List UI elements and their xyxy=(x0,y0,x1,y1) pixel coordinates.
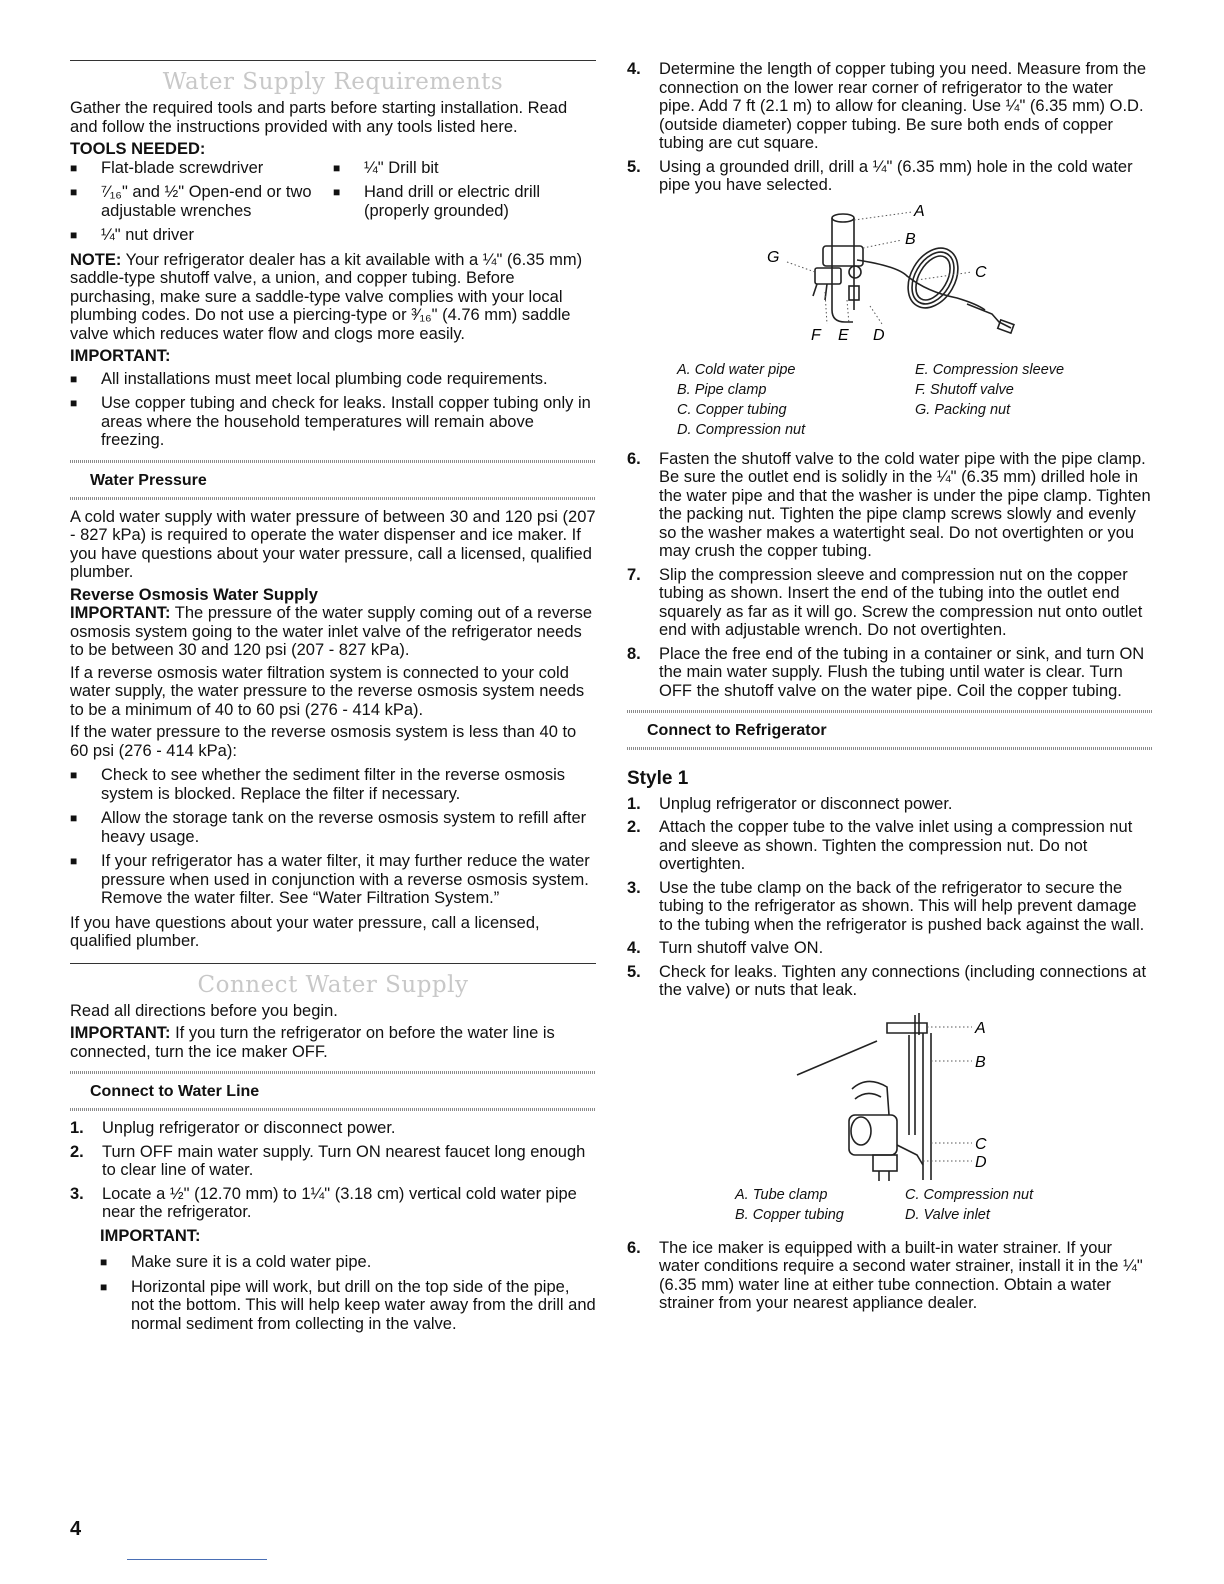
step-item: 5. Using a grounded drill, drill a ¼" (6.35 mm) hole in the cold water pipe you have selected. xyxy=(627,157,1133,194)
tool-item: ■ ¼" nut driver xyxy=(70,226,596,245)
connect-important-text: If you turn the refrigerator on before the water line is connected, turn the ice maker OFF. xyxy=(70,1024,555,1061)
step-text: Use the tube clamp on the back of the refrigerator to secure the tubing to the refrigerator as shown. This will help prevent damage to the tubing when the refrigerator is pushed back against the wall. xyxy=(659,878,1145,934)
step-item: 7. Slip the compression sleeve and compression nut on the copper tubing as shown. Insert the end of the tubing into the outlet end squarely as far as it will go. Screw the compression nut onto outlet end with adjustable wrench. Do not overtighten. xyxy=(627,565,1143,639)
caption-item: G. Packing nut xyxy=(915,401,1011,418)
fig2-label-d: D xyxy=(975,1153,987,1171)
fig1-label-d: D xyxy=(873,326,885,344)
caption-item: B. Copper tubing xyxy=(735,1206,844,1223)
connect-intro: Read all directions before you begin. xyxy=(70,1001,338,1020)
ro-heading: Reverse Osmosis Water Supply xyxy=(70,585,318,604)
important-item: ■ All installations must meet local plumbing code requirements. xyxy=(70,370,596,389)
step-item: 1. Unplug refrigerator or disconnect power. xyxy=(627,794,953,813)
step-text: Turn OFF main water supply. Turn ON nearest faucet long enough to clear line of water. xyxy=(102,1142,586,1179)
tools-heading: TOOLS NEEDED: xyxy=(70,140,206,158)
style-heading: Style 1 xyxy=(627,768,689,789)
step3-important: IMPORTANT: xyxy=(100,1226,201,1245)
step-item: 3. Locate a ½" (12.70 mm) to 1¼" (3.18 cm) vertical cold water pipe near the refrigerator. xyxy=(70,1184,577,1221)
step-text: Place the free end of the tubing in a container or sink, and turn ON the main water supply. Flush the tubing until water is clear. Turn OFF the shutoff valve on the water pipe. Coil the copper tubing. xyxy=(659,644,1145,700)
caption-item: D. Compression nut xyxy=(677,421,806,438)
step-text: Locate a ½" (12.70 mm) to 1¼" (3.18 cm) vertical cold water pipe near the refrigerator. xyxy=(102,1184,577,1221)
step-text: Determine the length of copper tubing you need. Measure from the connection on the lower rear corner of refrigerator to the water pipe. Add 7 ft (2.1 m) to allow for cleaning. Use ¼" (6.35 mm) O.D. (outside diameter) copper tubing. Be sure both ends of copper tubing are cut square. xyxy=(659,60,1147,152)
important-heading: IMPORTANT: xyxy=(70,347,171,365)
caption-item: C. Copper tubing xyxy=(677,401,787,418)
note-text: Your refrigerator dealer has a kit available with a ¼" (6.35 mm) saddle-type shutoff valve, a union, and copper tubing. Before purchasing, make sure a saddle-type valve complies with your local plumbing codes. Do not use a piercing-type or ³⁄₁₆" (4.76 mm) saddle valve which reduces water flow and clogs more easily. xyxy=(70,250,583,343)
step-text: Turn shutoff valve ON. xyxy=(659,939,824,957)
page-number: 4 xyxy=(70,1518,82,1540)
fig1-label-a: A xyxy=(914,202,925,220)
fig1-label-e: E xyxy=(838,326,849,344)
step-text: Unplug refrigerator or disconnect power. xyxy=(102,1119,396,1137)
left-column xyxy=(70,60,596,1339)
note-paragraph xyxy=(70,251,596,344)
shutoff-valve-illustration xyxy=(627,200,1153,360)
tool-item: ■ ¼" Drill bit xyxy=(333,159,596,178)
footer-line xyxy=(127,1559,267,1560)
step-item: 8. Place the free end of the tubing in a container or sink, and turn ON the main water supply. Flush the tubing until water is clear. Turn OFF the shutoff valve on the water pipe. Coil the copper tubing. xyxy=(627,644,1145,700)
water-supply-title: Water Supply Requirements xyxy=(162,69,504,95)
connect-important-label: IMPORTANT: xyxy=(70,1024,171,1042)
step-text: Fasten the shutoff valve to the cold water pipe with the pipe clamp. Be sure the outlet end is solidly in the ¼" (6.35 mm) drilled hole in the water pipe and that the washer is under the pipe clamp. Tighten the packing nut. Tighten the pipe clamp screws slowly and evenly so the washer makes a watertight seal. Do not overtighten or you may crush the copper tubing. xyxy=(659,449,1151,560)
note-label: NOTE: xyxy=(70,250,122,269)
step-text: Attach the copper tube to the valve inlet using a compression nut and sleeve as shown. Tighten the compression nut. Do not overtighten. xyxy=(659,818,1133,873)
intro-text: Gather the required tools and parts before starting installation. Read and follow the instructions provided with any tools listed here. xyxy=(70,99,568,136)
step-item: 5. Check for leaks. Tighten any connections (including connections at the valve) or nuts that leak. xyxy=(627,962,1147,999)
caption-item: A. Cold water pipe xyxy=(677,361,796,378)
step-text: Using a grounded drill, drill a ¼" (6.35 mm) hole in the cold water pipe you have selected. xyxy=(659,157,1133,194)
water-line-heading: Connect to Water Line xyxy=(90,1083,260,1100)
section-rule xyxy=(70,963,596,964)
fig1-caption xyxy=(627,360,1153,440)
step-item: 3. Use the tube clamp on the back of the refrigerator to secure the tubing to the refrigerator as shown. This will help prevent damage to the tubing when the refrigerator is pushed back against the wall. xyxy=(627,878,1145,934)
valve-inlet-illustration xyxy=(627,1005,1153,1185)
ro-item: ■ Check to see whether the sediment filter in the reverse osmosis system is blocked. Replace the filter if necessary. xyxy=(70,766,596,803)
step3-item: ■ Horizontal pipe will work, but drill on the top side of the pipe, not the bottom. This will help keep water away from the drill and normal sediment from collecting in the valve. xyxy=(100,1278,596,1334)
right-column xyxy=(627,60,1153,1318)
caption-item: D. Valve inlet xyxy=(905,1206,990,1223)
step3-item: ■ Make sure it is a cold water pipe. xyxy=(100,1253,596,1272)
connect-important xyxy=(70,1024,596,1061)
water-pressure-heading: Water Pressure xyxy=(90,471,207,489)
step3-substeps xyxy=(70,1227,596,1334)
caption-item: E. Compression sleeve xyxy=(915,361,1065,378)
ro-paragraph: If the water pressure to the reverse osmosis system is less than 40 to 60 psi (276 - 414 kPa): xyxy=(70,723,577,760)
ro-paragraph: If a reverse osmosis water filtration system is connected to your cold water supply, the water pressure to the reverse osmosis system needs to be a minimum of 40 to 60 psi (276 - 414 kPa). xyxy=(70,663,585,719)
fig1-label-g: G xyxy=(767,248,780,266)
ro-paragraph: If you have questions about your water pressure, call a licensed, qualified plumber. xyxy=(70,913,540,950)
water-pressure-header xyxy=(70,460,596,500)
step-text: Check for leaks. Tighten any connections (including connections at the valve) or nuts that leak. xyxy=(659,962,1147,999)
fig2-label-a: A xyxy=(975,1019,986,1037)
connect-water-title: Connect Water Supply xyxy=(197,971,469,998)
ro-important xyxy=(70,604,596,660)
tool-item: ■ Hand drill or electric drill (properly grounded) xyxy=(333,183,596,220)
ro-important-label: IMPORTANT: xyxy=(70,604,171,622)
fridge-heading: Connect to Refrigerator xyxy=(647,722,827,739)
fig1-label-f: F xyxy=(811,326,821,344)
step-item: 4. Turn shutoff valve ON. xyxy=(627,939,824,957)
tool-item: ■ ⁷⁄₁₆" and ½" Open-end or two adjustable wrenches xyxy=(70,183,333,220)
ro-item: ■ Allow the storage tank on the reverse osmosis system to refill after heavy usage. xyxy=(70,809,596,846)
step-text: Unplug refrigerator or disconnect power. xyxy=(659,794,953,813)
step-item: 6. Fasten the shutoff valve to the cold water pipe with the pipe clamp. Be sure the outlet end is solidly in the ¼" (6.35 mm) drilled hole in the water pipe and that the washer is under the pipe clamp. Tighten the packing nut. Tighten the pipe clamp screws slowly and evenly so the washer makes a watertight seal. Do not overtighten or you may crush the copper tubing. xyxy=(627,449,1151,560)
caption-item: A. Tube clamp xyxy=(735,1186,828,1203)
caption-item: F. Shutoff valve xyxy=(915,381,1014,398)
tools-list xyxy=(70,159,596,227)
valve-inlet-diagram xyxy=(627,1005,1153,1185)
fig1-label-c: C xyxy=(975,263,987,281)
step-item: 1. Unplug refrigerator or disconnect power. xyxy=(70,1119,396,1137)
caption-item: C. Compression nut xyxy=(905,1186,1034,1203)
step-text: Slip the compression sleeve and compression nut on the copper tubing as shown. Insert the end of the tubing into the outlet end squarely as far as it will go. Screw the compression nut onto outlet end with adjustable wrench. Do not overtighten. xyxy=(659,565,1143,639)
fig2-label-b: B xyxy=(975,1053,986,1071)
water-pressure-text: A cold water supply with water pressure of between 30 and 120 psi (207 - 827 kPa) is required to operate the water dispenser and ice maker. If you have questions about your water pressure, call a licensed, qualified plumber. xyxy=(70,507,596,581)
step-item: 4. Determine the length of copper tubing you need. Measure from the connection on the lower rear corner of refrigerator to the water pipe. Add 7 ft (2.1 m) to allow for cleaning. Use ¼" (6.35 mm) O.D. (outside diameter) copper tubing. Be sure both ends of copper tubing are cut square. xyxy=(627,60,1147,152)
ro-item: ■ If your refrigerator has a water filter, it may further reduce the water pressure when used in conjunction with a reverse osmosis system. Remove the water filter. See “Water Filtration System.” xyxy=(70,852,596,908)
fig2-label-c: C xyxy=(975,1135,987,1153)
step-item: 2. Attach the copper tube to the valve inlet using a compression nut and sleeve as shown. Tighten the compression nut. Do not overtighten. xyxy=(627,818,1133,873)
water-line-header xyxy=(70,1071,596,1111)
fridge-header xyxy=(627,710,1153,750)
step-item: 6. The ice maker is equipped with a built-in water strainer. If your water conditions require a second water strainer, install it in the ¼" (6.35 mm) water line at either tube connection. Obtain a water strainer from your nearest appliance dealer. xyxy=(627,1238,1143,1312)
caption-item: B. Pipe clamp xyxy=(677,381,767,398)
fig1-label-b: B xyxy=(905,230,916,248)
section-rule xyxy=(70,60,596,61)
fig2-caption xyxy=(627,1185,1153,1225)
ro-important-text: The pressure of the water supply coming out of a reverse osmosis system going to the water inlet valve of the refrigerator needs to be between 30 and 120 psi (207 - 827 kPa). xyxy=(70,604,593,659)
shutoff-valve-diagram xyxy=(627,200,1153,360)
tool-item: ■ Flat-blade screwdriver xyxy=(70,159,333,178)
step-item: 2. Turn OFF main water supply. Turn ON nearest faucet long enough to clear line of water. xyxy=(70,1142,586,1179)
important-item: ■ Use copper tubing and check for leaks. Install copper tubing only in areas where the household temperatures will remain above freezing. xyxy=(70,394,596,450)
step-text: The ice maker is equipped with a built-in water strainer. If your water conditions require a second water strainer, install it in the ¼" (6.35 mm) water line at either tube connection. Obtain a water strainer from your nearest appliance dealer. xyxy=(659,1238,1143,1312)
